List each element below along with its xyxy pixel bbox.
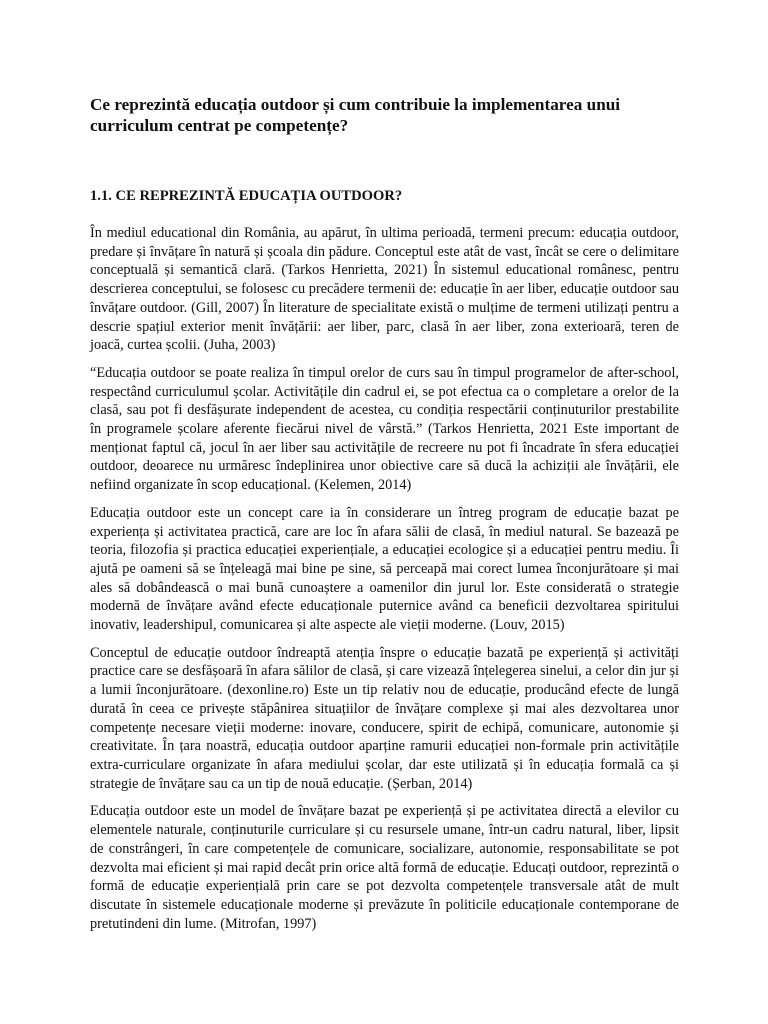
paragraph: “Educația outdoor se poate realiza în timpul orelor de curs sau în timpul programelor de after-school, respectând curriculumul școlar. Activitățile din cadrul ei, se pot efectua ca o completare a orelor de la clasă, sau pot fi desfășurate independent de acestea, cu condiția respectării conținuturilor prestabilite în programele școlare aferente fiecărui nivel de vârstă.” (Tarkos Henrietta, 2021 Este important de menționat faptul că, jocul în aer liber sau activitățile de recreere nu pot fi încadrate în sfera educației outdoor, deoarece nu urmăresc îndeplinirea unor obiective care să ducă la achiziții ale învățării, ele nefiind organizate în scop educațional. (Kelemen, 2014) bbox=[90, 364, 679, 494]
section-heading: 1.1. CE REPREZINTĂ EDUCAȚIA OUTDOOR? bbox=[90, 188, 403, 204]
paragraph: În mediul educational din România, au apărut, în ultima perioadă, termeni precum: educația outdoor, predare și învățare în natură și școala din pădure. Conceptul este atât de vast, încât se cere o delimitare conceptuală și semantică clară. (Tarkos Henrietta, 2021) În sistemul educational românesc, pentru descrierea conceptului, se folosesc cu precădere termenii de: educație în aer liber, educație outdoor sau învățare outdoor. (Gill, 2007) În literature de specialitate există o mulțime de termeni utilizați pentru a descrie spațiul exterior menit învățării: aer liber, parc, clasă în aer liber, zona exterioară, teren de joacă, curtea școlii. (Juha, 2003) bbox=[90, 225, 679, 354]
document-title: Ce reprezintă educația outdoor și cum contribuie la implementarea unui curriculum centrat pe competențe? bbox=[90, 95, 621, 135]
paragraph: Educația outdoor este un concept care ia în considerare un întreg program de educație bazat pe experiența și activitatea practică, care are loc în afara sălii de clasă, în mediul natural. Se bazează pe teoria, filozofia și practica educației experiențiale, a educației ecologice și a educației pentru mediu. Îi ajută pe oameni să se înțeleagă mai bine pe sine, să perceapă mai corect lumea înconjurătoare și mai ales să dobândească o mai bună cunoaștere a oamenilor din jurul lor. Este considerată o strategie modernă de învățare având efecte educaționale puternice având ca beneficii dezvoltarea spiritului inovativ, leadershipul, comunicarea și alte aspecte ale vieții moderne. (Louv, 2015) bbox=[90, 504, 679, 634]
document-body bbox=[90, 94, 679, 942]
paragraph: Educația outdoor este un model de învățare bazat pe experiență și pe activitatea directă a elevilor cu elementele naturale, conținuturile curriculare și cu resursele umane, într-un cadru natural, liber, lipsit de constrângeri, în care competențele de comunicare, socializare, autonomie, responsabilitate se pot dezvolta mai eficient și mai rapid decât prin orice altă formă de educație. Educați outdoor, reprezintă o formă de educație experiențială prin care se pot dezvolta competențele transversale atât de mult discutate în sistemele educaționale moderne și prevăzute în politicile educaționale contemporane de pretutindeni din lume. (Mitrofan, 1997) bbox=[90, 803, 679, 932]
paragraph: Conceptul de educație outdoor îndreaptă atenția înspre o educație bazată pe experiență și activități practice care se desfășoară în afara sălilor de clasă, și care vizează înțelegerea sinelui, a celor din jur și a lumii înconjurătoare. (dexonline.ro) Este un tip relativ nou de educație, producând efecte de lungă durată în ceea ce privește stăpânirea situațiilor de învățare complexe și mai ales dezvoltarea unor competențe necesare vieții moderne: inovare, conducere, spirit de echipă, comunicare, autonomie și creativitate. În țara noastră, educația outdoor aparține ramurii educației non-formale prin activitățile extra-curriculare organizate în afara mediului școlar, dar este utilizată și în educația formală ca și strategie de învățare sau ca un tip de nouă educație. (Șerban, 2014) bbox=[90, 644, 679, 792]
